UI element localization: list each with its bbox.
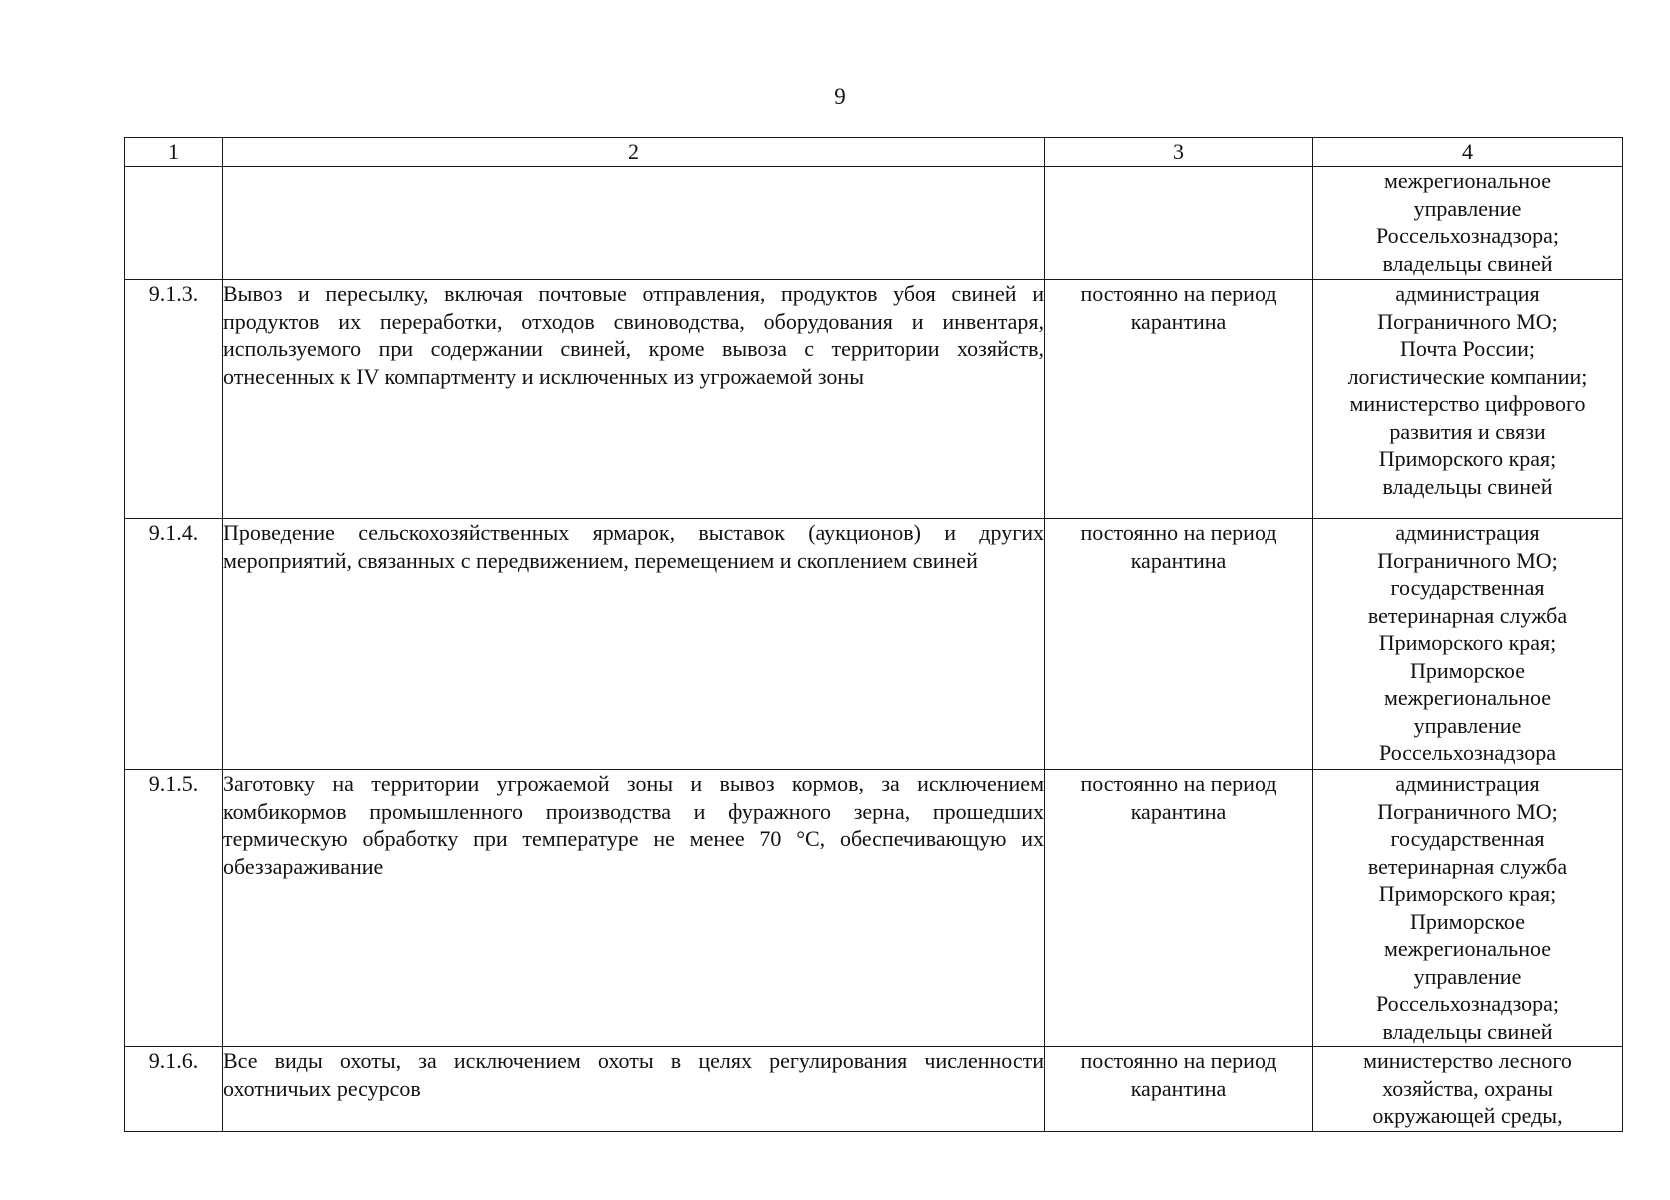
row-number: 9.1.3. bbox=[125, 280, 223, 519]
responsible-line: межрегиональное bbox=[1384, 685, 1551, 710]
responsible-parties bbox=[1313, 280, 1623, 519]
responsible-line: Приморского края; bbox=[1378, 630, 1557, 655]
measure-term: постоянно на период карантина bbox=[1045, 280, 1313, 519]
measure-description: Все виды охоты, за исключением охоты в целях регулирования численности охотничьих ресурсов bbox=[223, 1047, 1045, 1132]
responsible-parties bbox=[1313, 167, 1623, 280]
responsible-line: хозяйства, охраны bbox=[1382, 1075, 1553, 1101]
responsible-line: Пограничного МО; bbox=[1377, 798, 1558, 824]
responsible-line: Россельхознадзора bbox=[1379, 740, 1556, 765]
responsible-line: государственная bbox=[1390, 575, 1545, 600]
responsible-line: администрация bbox=[1395, 520, 1540, 545]
table-header-row bbox=[125, 138, 1623, 167]
row-number: 9.1.5. bbox=[125, 770, 223, 1047]
responsible-line: Приморского края; bbox=[1378, 881, 1557, 906]
measure-term bbox=[1045, 167, 1313, 280]
responsible-line: управление bbox=[1413, 712, 1522, 738]
measure-description bbox=[223, 167, 1045, 280]
measures-table bbox=[124, 137, 1623, 1132]
measure-term: постоянно на период карантина bbox=[1045, 770, 1313, 1047]
measure-description: Заготовку на территории угрожаемой зоны и вывоз кормов, за исключением комбикормов промышленного производства и фуражного зерна, прошедших термическую обработку при температуре не менее 70 °С, обеспечивающую их обеззараживание bbox=[223, 770, 1045, 1047]
column-header-2: 2 bbox=[223, 138, 1045, 167]
responsible-line: министерство цифрового bbox=[1349, 391, 1586, 416]
responsible-parties bbox=[1313, 770, 1623, 1047]
measure-description: Проведение сельскохозяйственных ярмарок, выставок (аукционов) и других мероприятий, связанных с передвижением, перемещением и скоплением свиней bbox=[223, 519, 1045, 770]
responsible-line: владельцы свиней bbox=[1382, 250, 1553, 276]
column-header-3: 3 bbox=[1045, 138, 1313, 167]
responsible-line: ветеринарная служба bbox=[1367, 602, 1568, 628]
table-row bbox=[125, 167, 1623, 280]
responsible-line: Приморское bbox=[1410, 657, 1525, 683]
table-row bbox=[125, 770, 1623, 1047]
responsible-line: государственная bbox=[1390, 826, 1545, 851]
responsible-line: Пограничного МО; bbox=[1377, 308, 1558, 334]
page-number: 9 bbox=[834, 84, 846, 109]
responsible-parties bbox=[1313, 519, 1623, 770]
table-row bbox=[125, 519, 1623, 770]
responsible-line: Пограничного МО; bbox=[1377, 547, 1558, 573]
row-number bbox=[125, 167, 223, 280]
responsible-line: межрегиональное bbox=[1384, 936, 1551, 961]
responsible-parties bbox=[1313, 1047, 1623, 1132]
responsible-line: управление bbox=[1413, 195, 1522, 221]
responsible-line: Почта России; bbox=[1400, 336, 1535, 361]
responsible-line: управление bbox=[1413, 963, 1522, 989]
responsible-line: Приморское bbox=[1410, 908, 1525, 934]
table-row bbox=[125, 280, 1623, 519]
table-row bbox=[125, 1047, 1623, 1132]
responsible-line: межрегиональное bbox=[1384, 168, 1551, 193]
responsible-line: владельцы свиней bbox=[1382, 473, 1553, 499]
responsible-line: министерство лесного bbox=[1363, 1048, 1572, 1073]
row-number: 9.1.6. bbox=[125, 1047, 223, 1132]
row-number: 9.1.4. bbox=[125, 519, 223, 770]
responsible-line: ветеринарная служба bbox=[1367, 853, 1568, 879]
responsible-line: владельцы свиней bbox=[1382, 1018, 1553, 1044]
measure-term: постоянно на период карантина bbox=[1045, 1047, 1313, 1132]
responsible-line: Россельхознадзора; bbox=[1375, 991, 1560, 1016]
column-header-1: 1 bbox=[125, 138, 223, 167]
responsible-line: Приморского края; bbox=[1378, 446, 1557, 471]
responsible-line: логистические компании; bbox=[1347, 363, 1588, 389]
responsible-line: Россельхознадзора; bbox=[1375, 223, 1560, 248]
responsible-line: окружающей среды, bbox=[1372, 1103, 1563, 1128]
responsible-line: администрация bbox=[1395, 281, 1540, 306]
responsible-line: развития и связи bbox=[1389, 418, 1546, 444]
measure-term: постоянно на период карантина bbox=[1045, 519, 1313, 770]
responsible-line: администрация bbox=[1395, 771, 1540, 796]
measure-description: Вывоз и пересылку, включая почтовые отправления, продуктов убоя свиней и продуктов их переработки, отходов свиноводства, оборудования и инвентаря, используемого при содержании свиней, кроме вывоза с территории хозяйств, отнесенных к IV компартменту и исключенных из угрожаемой зоны bbox=[223, 280, 1045, 519]
column-header-4: 4 bbox=[1313, 138, 1623, 167]
